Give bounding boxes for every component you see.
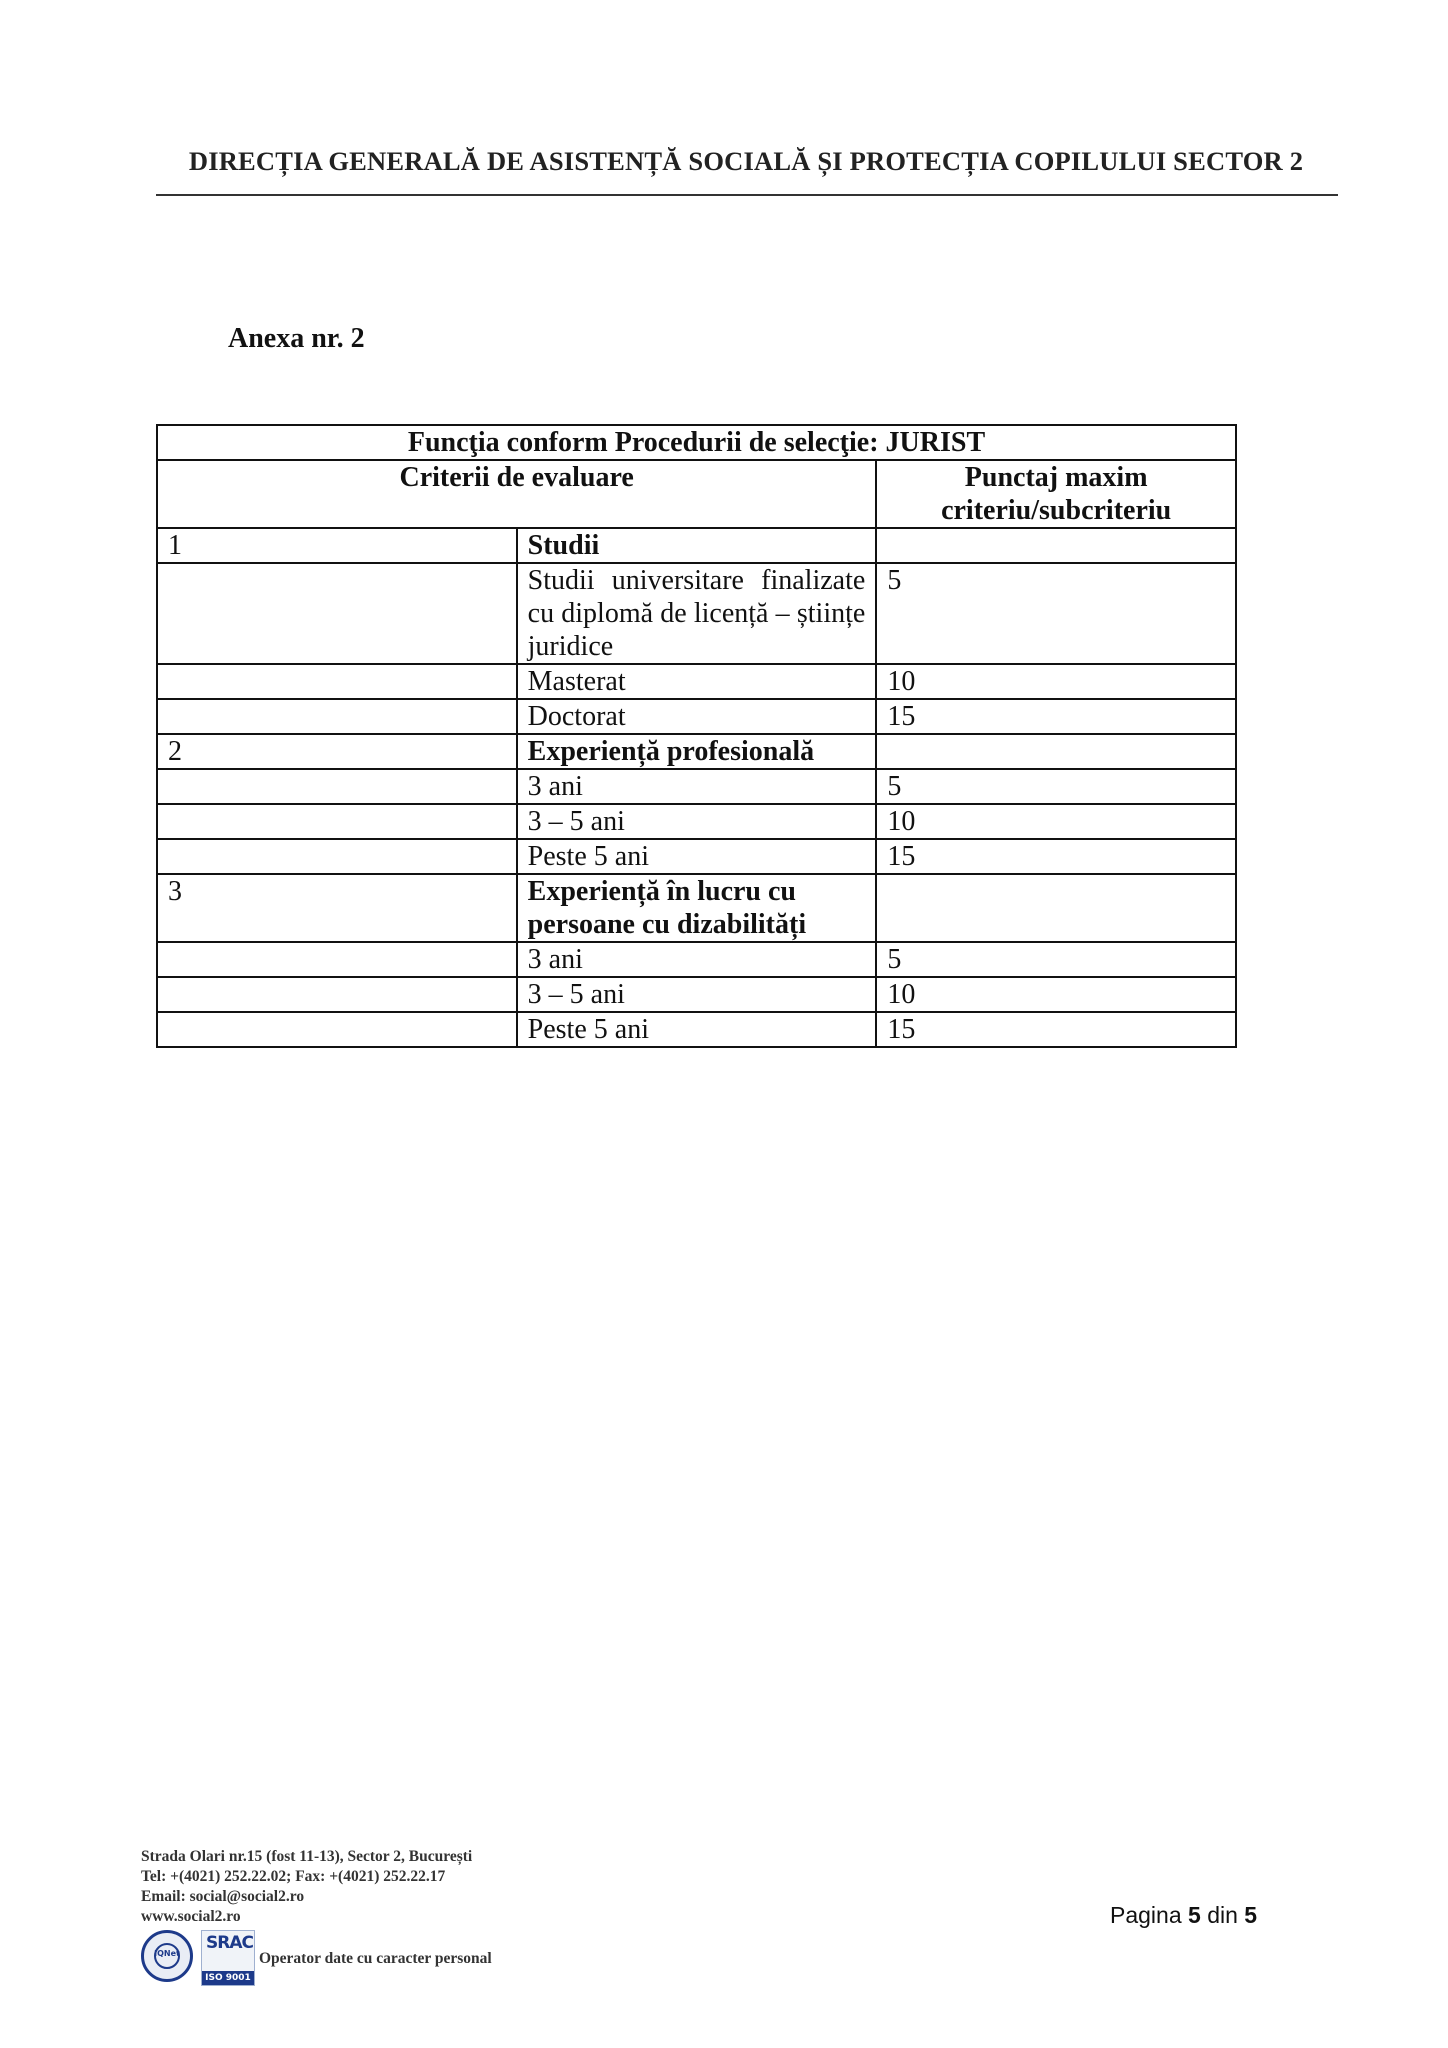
- column-header-points: Punctaj maxim criteriu/subcriteriu: [876, 460, 1236, 528]
- table-row: [157, 769, 1236, 804]
- criterion-label: 3 – 5 ani: [517, 804, 877, 839]
- footer-contact: [141, 1847, 472, 1927]
- iso-badge: ISO 9001: [202, 1971, 254, 1985]
- section-row: [157, 734, 1236, 769]
- srac-logo-icon: [201, 1930, 255, 1986]
- section-number: 2: [157, 734, 517, 769]
- criterion-points: 15: [876, 699, 1236, 734]
- table-row: [157, 664, 1236, 699]
- table-row: [157, 804, 1236, 839]
- footer-email[interactable]: Email: social@social2.ro: [141, 1888, 305, 1905]
- section-points: [876, 528, 1236, 563]
- iqnet-logo-text: IQNet: [154, 1949, 180, 1958]
- section-row: [157, 874, 1236, 942]
- criterion-label: Peste 5 ani: [517, 839, 877, 874]
- criterion-points: 15: [876, 1012, 1236, 1047]
- footer-address: Strada Olari nr.15 (fost 11-13), Sector 2, București: [141, 1848, 473, 1865]
- page-total: 5: [1244, 1902, 1258, 1928]
- section-points: [876, 874, 1236, 942]
- table-row: [157, 977, 1236, 1012]
- table-title-row: [157, 425, 1236, 460]
- criterion-points: 15: [876, 839, 1236, 874]
- footer-website[interactable]: www.social2.ro: [141, 1908, 241, 1925]
- table-row: [157, 699, 1236, 734]
- section-points: [876, 734, 1236, 769]
- criterion-label: 3 ani: [517, 942, 877, 977]
- certification-logos: [141, 1930, 261, 1986]
- page-number: [1110, 1902, 1257, 1929]
- column-header-criteria: Criterii de evaluare: [157, 460, 876, 528]
- srac-logo-text: SRAC: [206, 1933, 253, 1953]
- evaluation-criteria-table: [156, 424, 1237, 1048]
- criterion-points: 10: [876, 977, 1236, 1012]
- iqnet-logo-icon: [141, 1930, 193, 1982]
- criterion-points: 5: [876, 942, 1236, 977]
- annex-label: Anexa nr. 2: [228, 323, 365, 354]
- criterion-label: 3 – 5 ani: [517, 977, 877, 1012]
- criterion-points: 5: [876, 563, 1236, 664]
- institution-header: DIRECȚIA GENERALĂ DE ASISTENȚĂ SOCIALĂ ȘI PROTECȚIA COPILULUI SECTOR 2: [188, 146, 1304, 176]
- page-current: 5: [1188, 1902, 1201, 1928]
- table-row: [157, 839, 1236, 874]
- criterion-points: 10: [876, 664, 1236, 699]
- criterion-label: Doctorat: [517, 699, 877, 734]
- section-number: 1: [157, 528, 517, 563]
- page-prefix: Pagina: [1110, 1902, 1182, 1928]
- section-row: [157, 528, 1236, 563]
- footer-operator: Operator date cu caracter personal: [259, 1950, 492, 1967]
- table-header-row: [157, 460, 1236, 528]
- section-name: Studii: [517, 528, 877, 563]
- criterion-label: 3 ani: [517, 769, 877, 804]
- criterion-label: Masterat: [517, 664, 877, 699]
- criterion-label: Peste 5 ani: [517, 1012, 877, 1047]
- criterion-points: 5: [876, 769, 1236, 804]
- criterion-points: 10: [876, 804, 1236, 839]
- header-divider: [156, 194, 1338, 196]
- table-row: [157, 942, 1236, 977]
- section-name: Experiență profesională: [517, 734, 877, 769]
- section-number: 3: [157, 874, 517, 942]
- criterion-label: Studii universitare finalizate cu diplomă de licență – științe juridice: [517, 563, 877, 664]
- page-separator: din: [1207, 1902, 1238, 1928]
- table-row: [157, 563, 1236, 664]
- footer-phone: Tel: +(4021) 252.22.02; Fax: +(4021) 252.22.17: [141, 1868, 446, 1885]
- table-title: Funcţia conform Procedurii de selecţie: JURIST: [157, 425, 1236, 460]
- section-name: Experiență în lucru cu persoane cu dizabilități: [517, 874, 877, 942]
- table-row: [157, 1012, 1236, 1047]
